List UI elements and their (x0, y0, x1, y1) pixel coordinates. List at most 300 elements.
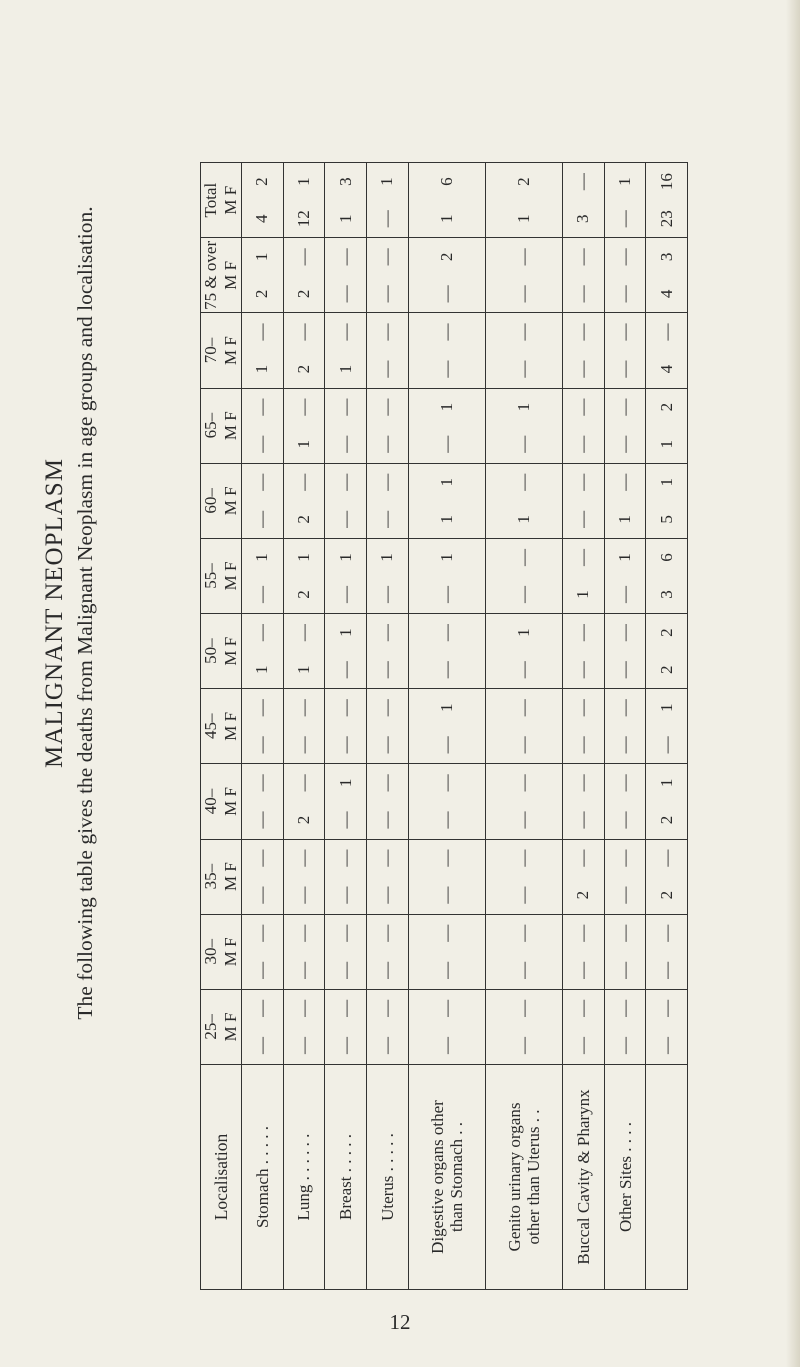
male-count: 2 (656, 665, 676, 674)
localisation-label: Digestive organs other (427, 1100, 447, 1254)
female-count: — (573, 774, 593, 792)
value-cell (366, 538, 408, 613)
neoplasm-deaths-table (200, 162, 688, 1290)
male-count: — (335, 886, 355, 904)
sex-subheader: M F (221, 937, 240, 967)
value-cell (485, 989, 562, 1064)
value-cell (485, 914, 562, 989)
value-cell (242, 914, 284, 989)
value-cell (408, 313, 485, 388)
female-count: — (377, 398, 397, 416)
value-cell (563, 914, 605, 989)
female-count: — (615, 398, 635, 416)
value-cell (366, 989, 408, 1064)
localisation-label: Buccal Cavity & Pharynx (573, 1089, 593, 1265)
female-count: — (513, 548, 533, 566)
female-count: 1 (293, 177, 313, 186)
female-count: — (377, 924, 397, 942)
age-group-header (201, 388, 242, 463)
male-count: — (377, 961, 397, 979)
female-count: — (436, 924, 456, 942)
male-count: — (615, 886, 635, 904)
female-count: — (573, 323, 593, 341)
female-count: — (573, 248, 593, 266)
value-cell (242, 614, 284, 689)
age-group-label: 70– (201, 337, 220, 364)
male-count: 2 (293, 815, 313, 825)
male-count: — (615, 811, 635, 829)
age-group-header (201, 313, 242, 388)
female-count: — (615, 774, 635, 792)
female-count: 1 (335, 553, 355, 562)
value-cell (242, 538, 284, 613)
female-count: 16 (656, 173, 676, 191)
male-count: 1 (573, 590, 593, 599)
value-cell (485, 689, 562, 764)
value-cell (242, 163, 284, 238)
value-cell (366, 764, 408, 839)
sex-subheader: M F (221, 486, 240, 516)
value-cell (325, 538, 367, 613)
male-count: — (377, 435, 397, 453)
female-count: 1 (656, 778, 676, 788)
value-cell (563, 313, 605, 388)
value-cell (283, 538, 325, 613)
value-cell (242, 689, 284, 764)
male-count: — (377, 886, 397, 904)
female-count: 1 (513, 402, 533, 412)
female-count: — (656, 999, 676, 1017)
male-count: — (436, 360, 456, 378)
value-cell (563, 538, 605, 613)
value-cell (563, 614, 605, 689)
male-count: — (513, 586, 533, 604)
female-count: — (436, 774, 456, 792)
female-count: — (335, 473, 355, 491)
female-count: — (513, 924, 533, 942)
value-cell (485, 614, 562, 689)
localisation-label: Stomach . . . . . (252, 1126, 272, 1228)
female-count: — (436, 323, 456, 341)
value-cell (366, 914, 408, 989)
age-group-header (201, 914, 242, 989)
male-count: — (377, 661, 397, 679)
localisation-cell (242, 1065, 284, 1290)
value-cell (325, 163, 367, 238)
male-count: — (252, 736, 272, 754)
age-group-header (201, 764, 242, 839)
value-cell (604, 313, 646, 388)
male-count: — (615, 586, 635, 604)
female-count: — (293, 924, 313, 942)
sex-subheader: M F (221, 787, 240, 816)
female-count: 6 (656, 553, 676, 562)
female-count: 2 (436, 252, 456, 262)
value-cell (325, 614, 367, 689)
male-count: — (252, 961, 272, 979)
male-count: 3 (573, 214, 593, 223)
male-count: 5 (656, 515, 676, 524)
female-count: — (335, 398, 355, 416)
table-row (563, 163, 605, 1290)
male-count: — (293, 1036, 313, 1054)
value-cell (563, 839, 605, 914)
value-cell (485, 839, 562, 914)
female-count: 1 (335, 628, 355, 637)
female-count: 1 (436, 703, 456, 713)
male-count: 4 (252, 214, 272, 223)
value-cell (366, 614, 408, 689)
value-cell (408, 388, 485, 463)
male-count: — (513, 360, 533, 378)
localisation-cell (283, 1065, 325, 1290)
female-count: — (293, 624, 313, 642)
male-count: — (436, 1036, 456, 1054)
female-count: — (293, 323, 313, 341)
value-cell (604, 238, 646, 313)
male-count: — (377, 736, 397, 754)
female-count: — (656, 323, 676, 341)
female-count: — (335, 699, 355, 717)
male-count: — (335, 285, 355, 303)
female-count: — (377, 473, 397, 491)
value-cell (646, 238, 688, 313)
value-cell (325, 238, 367, 313)
male-count: 2 (293, 590, 313, 599)
age-group-header (201, 989, 242, 1064)
female-count: — (252, 924, 272, 942)
male-count: — (335, 736, 355, 754)
male-count: — (573, 435, 593, 453)
neoplasm-table-container (200, 162, 688, 1290)
value-cell (563, 989, 605, 1064)
value-cell (325, 989, 367, 1064)
age-group-label: 75 & over (201, 240, 220, 310)
value-cell (604, 463, 646, 538)
female-count: — (573, 999, 593, 1017)
value-cell (325, 689, 367, 764)
male-count: — (252, 586, 272, 604)
female-count: — (377, 999, 397, 1017)
female-count: — (377, 774, 397, 792)
female-count: 1 (513, 628, 533, 637)
male-count: — (436, 586, 456, 604)
value-cell (283, 463, 325, 538)
male-count: — (335, 1036, 355, 1054)
localisation-cell (408, 1065, 485, 1290)
female-count: 1 (615, 553, 635, 562)
male-count: — (377, 1036, 397, 1054)
male-count: — (252, 811, 272, 829)
value-cell (325, 313, 367, 388)
male-count: — (436, 961, 456, 979)
value-cell (242, 839, 284, 914)
localisation-cell (325, 1065, 367, 1290)
sex-subheader: M F (221, 260, 240, 290)
value-cell (283, 914, 325, 989)
value-cell (408, 238, 485, 313)
heading-title: MALIGNANT NEOPLASM (41, 458, 68, 768)
female-count: — (573, 398, 593, 416)
female-count: — (513, 473, 533, 491)
value-cell (283, 614, 325, 689)
male-count: 1 (293, 665, 313, 674)
male-count: — (615, 661, 635, 679)
table-row (325, 163, 367, 1290)
value-cell (242, 313, 284, 388)
male-count: — (335, 811, 355, 829)
female-count: — (436, 999, 456, 1017)
female-count: — (513, 849, 533, 867)
value-cell (604, 163, 646, 238)
female-count: — (377, 699, 397, 717)
female-count: — (293, 248, 313, 266)
value-cell (646, 313, 688, 388)
female-count: — (615, 999, 635, 1017)
age-group-label: 35– (201, 863, 220, 890)
male-count: — (615, 1036, 635, 1054)
male-count: 2 (293, 289, 313, 299)
male-count: — (573, 360, 593, 378)
female-count: — (252, 699, 272, 717)
female-count: — (252, 473, 272, 491)
value-cell (325, 463, 367, 538)
age-group-header (201, 463, 242, 538)
value-cell (242, 463, 284, 538)
value-cell (646, 538, 688, 613)
female-count: — (252, 624, 272, 642)
female-count: — (513, 999, 533, 1017)
male-count: — (436, 285, 456, 303)
male-count: — (615, 360, 635, 378)
value-cell (242, 388, 284, 463)
value-cell (646, 839, 688, 914)
female-count: 3 (656, 252, 676, 262)
sex-subheader: M F (221, 636, 240, 666)
localisation-label: Uterus . . . . . (377, 1133, 397, 1221)
female-count: 1 (436, 553, 456, 562)
male-count: — (377, 360, 397, 378)
value-cell (646, 914, 688, 989)
table-row (366, 163, 408, 1290)
female-count: 1 (436, 402, 456, 412)
female-count: — (573, 699, 593, 717)
female-count: — (335, 999, 355, 1017)
value-cell (408, 989, 485, 1064)
table-row (646, 163, 688, 1290)
male-count: — (615, 435, 635, 453)
male-count: 23 (656, 210, 676, 228)
value-cell (604, 689, 646, 764)
table-row (604, 163, 646, 1290)
value-cell (408, 839, 485, 914)
female-count: — (615, 624, 635, 642)
value-cell (283, 238, 325, 313)
female-count: — (377, 624, 397, 642)
female-count: — (656, 849, 676, 867)
female-count: — (252, 323, 272, 341)
female-count: 1 (436, 478, 456, 487)
male-count: — (252, 435, 272, 453)
value-cell (485, 764, 562, 839)
male-count: 2 (293, 364, 313, 374)
female-count: — (293, 699, 313, 717)
female-count: 1 (656, 478, 676, 487)
value-cell (283, 764, 325, 839)
male-count: — (436, 811, 456, 829)
male-count: 1 (252, 665, 272, 674)
age-group-label: 30– (201, 939, 220, 965)
value-cell (366, 313, 408, 388)
sex-subheader: M F (221, 561, 240, 591)
male-count: 1 (436, 214, 456, 223)
female-count: 2 (656, 628, 676, 637)
value-cell (408, 914, 485, 989)
male-count: — (335, 510, 355, 528)
female-count: — (513, 774, 533, 792)
male-count: — (513, 1036, 533, 1054)
female-count: 1 (335, 778, 355, 788)
value-cell (283, 163, 325, 238)
male-count: 1 (335, 214, 355, 223)
age-group-label: Total (201, 182, 220, 218)
value-cell (366, 689, 408, 764)
female-count: — (252, 999, 272, 1017)
value-cell (646, 463, 688, 538)
male-count: 1 (252, 364, 272, 374)
female-count: — (335, 248, 355, 266)
age-group-label: 25– (201, 1014, 220, 1040)
female-count: — (377, 248, 397, 266)
male-count: — (335, 435, 355, 453)
value-cell (242, 764, 284, 839)
male-count: — (513, 811, 533, 829)
value-cell (646, 689, 688, 764)
male-count: — (573, 736, 593, 754)
male-count: — (293, 961, 313, 979)
female-count: — (656, 924, 676, 942)
female-count: 1 (252, 252, 272, 262)
male-count: 12 (293, 210, 313, 228)
male-count: — (656, 1036, 676, 1054)
localisation-cell (604, 1065, 646, 1290)
age-group-header (201, 238, 242, 313)
value-cell (646, 163, 688, 238)
male-count: — (513, 661, 533, 679)
female-count: 1 (615, 177, 635, 186)
page-edge-shadow (786, 0, 800, 1367)
value-cell (408, 614, 485, 689)
female-count: — (377, 849, 397, 867)
table-row (283, 163, 325, 1290)
value-cell (325, 388, 367, 463)
value-cell (485, 313, 562, 388)
male-count: — (377, 811, 397, 829)
female-count: — (293, 398, 313, 416)
female-count: — (615, 473, 635, 491)
localisation-cell (646, 1065, 688, 1290)
female-count: — (252, 849, 272, 867)
value-cell (563, 388, 605, 463)
female-count: — (335, 924, 355, 942)
male-count: — (293, 736, 313, 754)
age-group-header (201, 689, 242, 764)
value-cell (408, 764, 485, 839)
male-count: — (377, 586, 397, 604)
page-number: 12 (389, 1310, 411, 1334)
female-count: 1 (293, 553, 313, 562)
age-group-header (201, 614, 242, 689)
male-count: 1 (335, 364, 355, 374)
female-count: — (513, 699, 533, 717)
value-cell (283, 839, 325, 914)
male-count: — (615, 736, 635, 754)
female-count: — (513, 323, 533, 341)
localisation-label: than Stomach . . (446, 1122, 466, 1233)
value-cell (604, 614, 646, 689)
male-count: — (335, 586, 355, 604)
female-count: 1 (252, 553, 272, 562)
localisation-label: Breast . . . . . (336, 1134, 356, 1220)
female-count: 1 (656, 703, 676, 713)
female-count: — (573, 849, 593, 867)
value-cell (563, 689, 605, 764)
value-cell (563, 163, 605, 238)
male-count: 3 (656, 590, 676, 599)
male-count: — (335, 661, 355, 679)
value-cell (646, 764, 688, 839)
age-group-header (201, 839, 242, 914)
male-count: — (335, 961, 355, 979)
sex-subheader: M F (221, 411, 240, 441)
male-count: 1 (513, 515, 533, 524)
male-count: — (573, 661, 593, 679)
value-cell (646, 989, 688, 1064)
male-count: — (513, 961, 533, 979)
male-count: — (377, 510, 397, 528)
value-cell (563, 463, 605, 538)
value-cell (604, 538, 646, 613)
female-count: — (573, 624, 593, 642)
male-count: — (573, 510, 593, 528)
sex-subheader: M F (221, 1012, 240, 1042)
value-cell (366, 238, 408, 313)
age-group-label: 65– (201, 412, 220, 439)
male-count: — (615, 285, 635, 303)
age-group-label: 50– (201, 638, 220, 664)
age-group-label: 40– (201, 788, 220, 815)
value-cell (604, 839, 646, 914)
male-count: — (573, 811, 593, 829)
value-cell (366, 388, 408, 463)
localisation-cell (485, 1065, 562, 1290)
male-count: — (615, 961, 635, 979)
value-cell (563, 764, 605, 839)
heading-subtitle: The following table gives the deaths from Malignant Neoplasm in age groups and localisation. (73, 206, 97, 1020)
male-count: — (513, 435, 533, 453)
female-count: — (335, 849, 355, 867)
value-cell (283, 989, 325, 1064)
age-group-label: 60– (201, 488, 220, 514)
table-header-row (201, 163, 242, 1290)
value-cell (604, 388, 646, 463)
female-count: — (615, 849, 635, 867)
male-count: 1 (656, 439, 676, 449)
male-count: — (573, 1036, 593, 1054)
sex-subheader: M F (221, 336, 240, 365)
sex-subheader: M F (221, 185, 240, 215)
female-count: — (436, 624, 456, 642)
